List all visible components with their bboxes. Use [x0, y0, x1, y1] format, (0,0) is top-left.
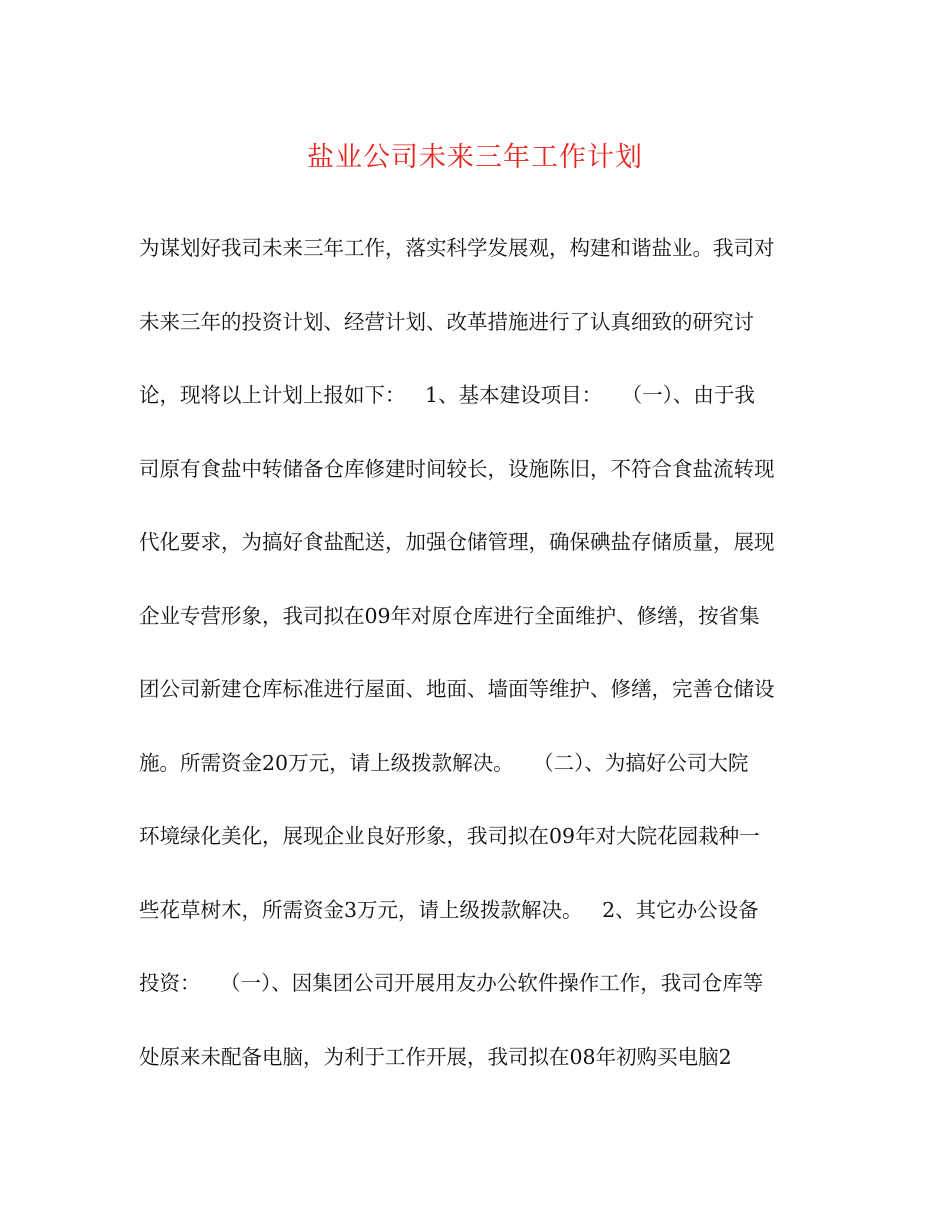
document-title: 盐业公司未来三年工作计划 — [307, 142, 643, 173]
body-line: 为谋划好我司未来三年工作，落实科学发展观，构建和谐盐业。我司对 — [139, 236, 775, 260]
body-line: 司原有食盐中转储备仓库修建时间较长，设施陈旧，不符合食盐流转现 — [139, 456, 775, 481]
body-line: 投资： （一）、因集团公司开展用友办公软件操作工作，我司仓库等 — [139, 971, 764, 995]
body-line: 企业专营形象，我司拟在09年对原仓库进行全面维护、修缮，按省集 — [139, 603, 760, 628]
document-body — [139, 218, 829, 1100]
body-line: 代化要求，为搞好食盐配送，加强仓储管理，确保碘盐存储质量，展现 — [139, 530, 775, 554]
body-line: 些花草树木，所需资金3万元，请上级拨款解决。 2、其它办公设备 — [139, 897, 759, 922]
body-line: 施。所需资金20万元，请上级拨款解决。 （二）、为搞好公司大院 — [139, 750, 749, 775]
body-line: 环境绿化美化，展现企业良好形象，我司拟在09年对大院花园栽种一 — [139, 824, 760, 848]
body-line: 处原来未配备电脑，为利于工作开展，我司拟在08年初购买电脑2 — [139, 1044, 732, 1069]
body-line: 论，现将以上计划上报如下： 1、基本建设项目： （一）、由于我 — [139, 383, 755, 407]
body-line: 未来三年的投资计划、经营计划、改革措施进行了认真细致的研究讨 — [139, 309, 754, 334]
body-line: 团公司新建仓库标准进行屋面、地面、墙面等维护、修缮，完善仓储设 — [139, 677, 775, 701]
